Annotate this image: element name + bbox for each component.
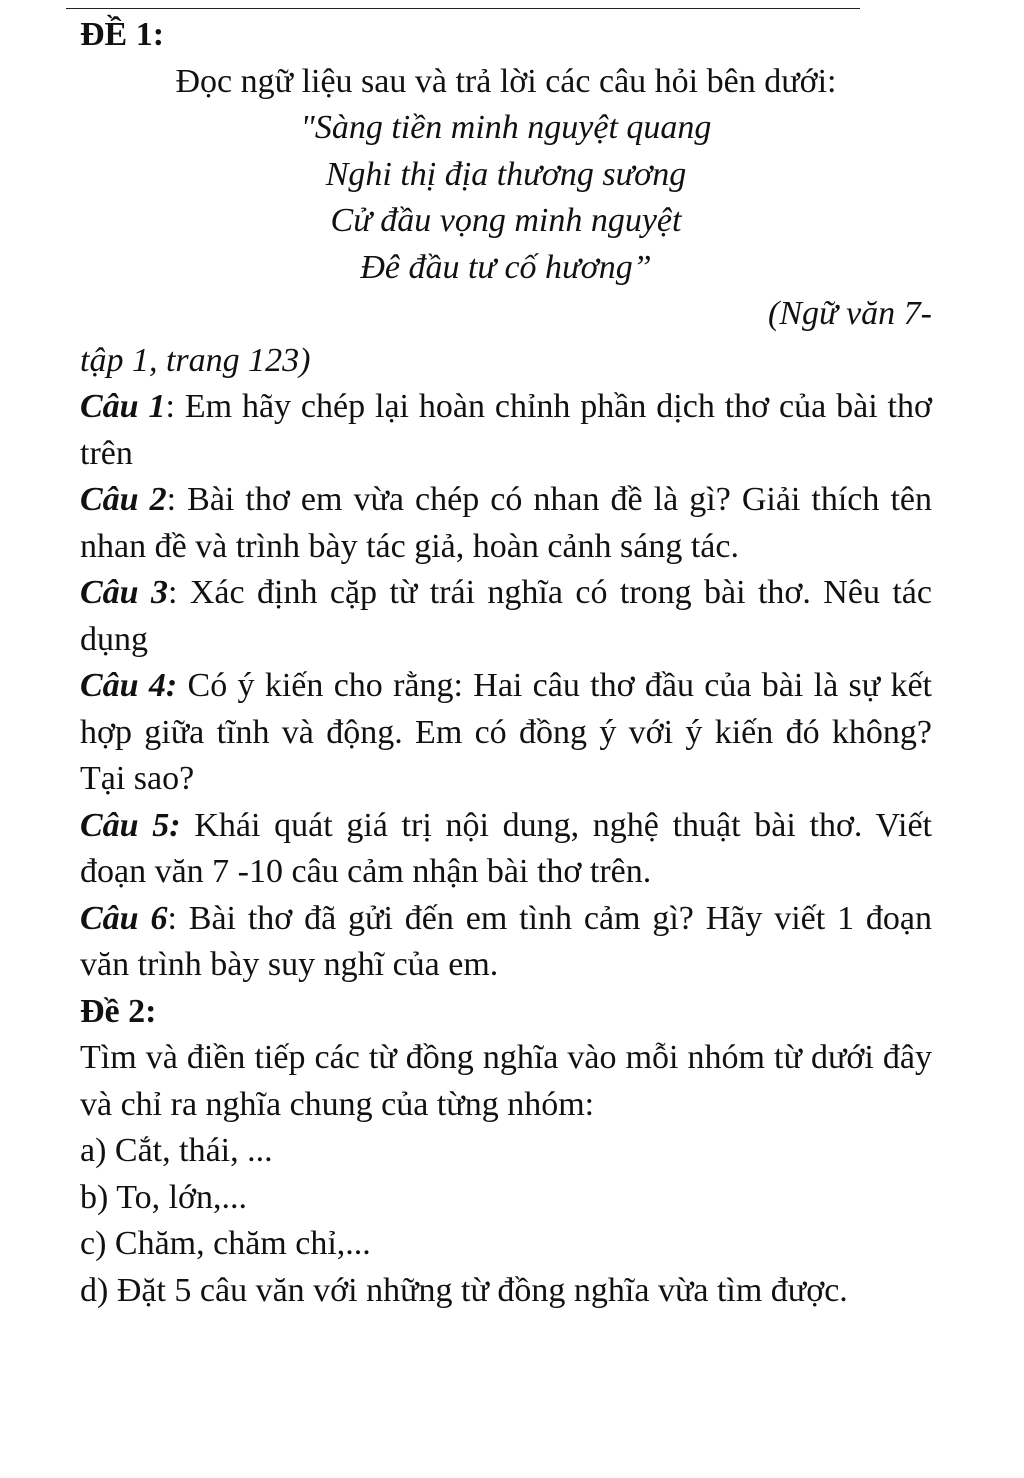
poem-line: Nghi thị địa thương sương <box>325 155 687 193</box>
question-6 <box>80 896 932 989</box>
poem-line: "Sàng tiền minh nguyệt quang <box>300 109 712 146</box>
question-separator <box>181 807 195 844</box>
question-text: Bài thơ em vừa chép có nhan đề là gì? Giải thích tên nhan đề và trình bày tác giả, hoàn cảnh sáng tác. <box>80 481 932 565</box>
top-rule <box>66 8 860 9</box>
document-content <box>80 12 932 1314</box>
question-text: Bài thơ đã gửi đến em tình cảm gì? Hãy viết 1 đoạn văn trình bày suy nghĩ của em. <box>80 899 933 983</box>
question-label: Câu 6 <box>80 899 168 937</box>
poem-line: Cử đầu vọng minh nguyệt <box>330 202 682 239</box>
question-1 <box>80 384 932 477</box>
question-2 <box>80 477 932 570</box>
section2-instruction: Tìm và điền tiếp các từ đồng nghĩa vào mỗi nhóm từ dưới đây và chỉ ra nghĩa chung của từng nhóm: <box>80 1039 932 1123</box>
section2-heading: Đề 2: <box>80 992 157 1030</box>
poem-line: Đê đầu tư cố hương” <box>360 248 652 286</box>
section1-heading: ĐỀ 1: <box>80 16 165 53</box>
question-text: Xác định cặp từ trái nghĩa có trong bài thơ. Nêu tác dụng <box>80 574 932 658</box>
question-5 <box>80 803 932 896</box>
question-label: Câu 5: <box>80 806 181 844</box>
poem <box>80 105 932 291</box>
question-text: Khái quát giá trị nội dung, nghệ thuật bài thơ. Viết đoạn văn 7 -10 câu cảm nhận bài thơ trên. <box>80 806 932 890</box>
question-text: Có ý kiến cho rằng: Hai câu thơ đầu của bài là sự kết hợp giữa tĩnh và động. Em có đồng ý với ý kiến đó không? Tại sao? <box>80 667 933 797</box>
question-label: Câu 3 <box>80 574 168 611</box>
question-label: Câu 4: <box>80 667 178 704</box>
exercise-item: d) Đặt 5 câu văn với những từ đồng nghĩa vừa tìm được. <box>80 1271 848 1309</box>
question-label: Câu 2 <box>80 481 167 518</box>
exercise-item: c) Chăm, chăm chỉ,... <box>80 1225 371 1262</box>
question-list <box>80 384 932 989</box>
question-text: Em hãy chép lại hoàn chỉnh phần dịch thơ của bài thơ trên <box>80 388 932 472</box>
question-separator <box>177 667 187 704</box>
source-citation-line1: (Ngữ văn 7- <box>768 295 932 332</box>
question-3 <box>80 570 932 663</box>
question-4 <box>80 663 932 803</box>
question-separator: : <box>167 899 189 937</box>
source-citation-line2: tập 1, trang 123) <box>80 341 311 379</box>
section1-instruction: Đọc ngữ liệu sau và trả lời các câu hỏi bên dưới: <box>175 62 837 100</box>
question-separator: : <box>166 481 188 518</box>
question-label: Câu 1 <box>80 388 166 425</box>
exercise-list <box>80 1128 932 1314</box>
exercise-item: a) Cắt, thái, ... <box>80 1132 273 1169</box>
exercise-item: b) To, lớn,... <box>80 1178 248 1216</box>
question-separator: : <box>168 574 190 611</box>
question-separator: : <box>165 388 185 425</box>
